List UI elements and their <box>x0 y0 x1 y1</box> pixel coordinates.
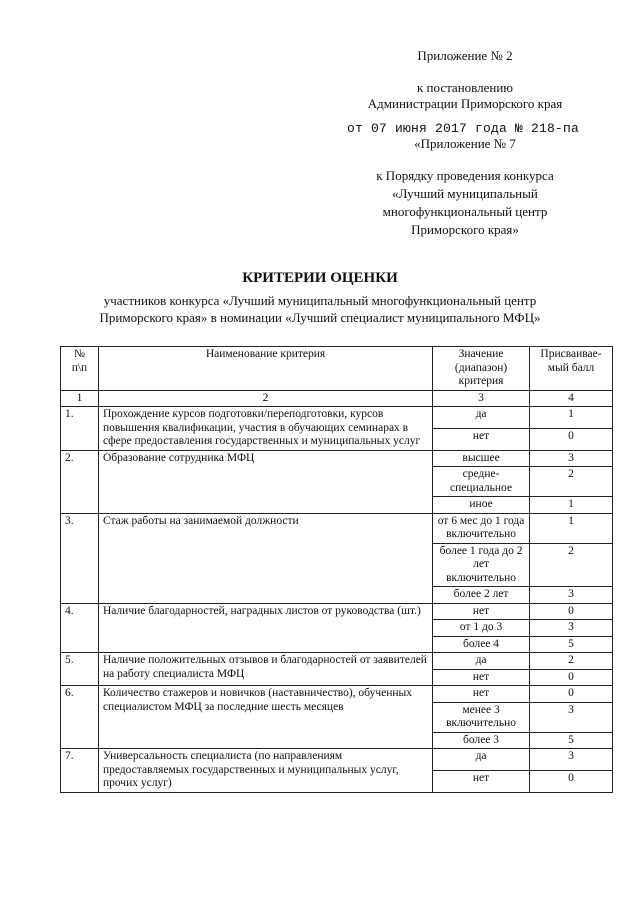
criterion-value: нет <box>433 603 530 620</box>
criterion-value: нет <box>433 686 530 703</box>
criterion-score: 0 <box>530 669 613 686</box>
appendix7-label: «Приложение № 7 <box>414 136 516 151</box>
criterion-score: 5 <box>530 732 613 749</box>
criterion-score: 1 <box>530 407 613 429</box>
header-score-line2: мый балл <box>547 361 595 374</box>
header-score-line1: Присваивае- <box>540 348 602 360</box>
criterion-name: Наличие благодарностей, наградных листов от руководства (шт.) <box>98 603 432 653</box>
header-number-line1: № <box>73 348 85 360</box>
table-row <box>61 450 613 467</box>
criterion-number: 4. <box>61 603 99 653</box>
criterion-score: 5 <box>530 636 613 653</box>
contest-name-line3: Приморского края» <box>411 222 519 237</box>
criterion-score: 3 <box>530 749 613 771</box>
criterion-value: нет <box>433 428 530 450</box>
criterion-score: 2 <box>530 653 613 670</box>
criterion-name: Стаж работы на занимаемой должности <box>98 513 432 603</box>
header-criterion-name: Наименование критерия <box>98 347 432 391</box>
criterion-value: от 6 мес до 1 года включительно <box>433 513 530 543</box>
criteria-table <box>60 346 613 793</box>
criterion-value: средне-специальное <box>433 467 530 497</box>
contest-name-line1: «Лучший муниципальный <box>392 186 538 201</box>
header-score <box>530 347 613 391</box>
table-header-row <box>61 347 613 391</box>
criterion-score: 3 <box>530 587 613 604</box>
column-number-row <box>61 390 613 407</box>
criterion-number: 7. <box>61 749 99 793</box>
to-order-label: к Порядку проведения конкурса <box>376 168 554 183</box>
page-subtitle <box>40 292 600 326</box>
criterion-value: да <box>433 407 530 429</box>
criterion-number: 5. <box>61 653 99 686</box>
criterion-name: Прохождение курсов подготовки/переподготовки, курсов повышения квалификации, участия в обучающих семинарах в сфере предоставления государственных и муниципальных услуг <box>98 407 432 451</box>
criterion-value: более 3 <box>433 732 530 749</box>
criterion-value: нет <box>433 669 530 686</box>
criterion-score: 3 <box>530 450 613 467</box>
page-title: КРИТЕРИИ ОЦЕНКИ <box>242 270 398 286</box>
subtitle-line2: Приморского края» в номинации «Лучший специалист муниципального МФЦ» <box>99 310 541 325</box>
criterion-name: Количество стажеров и новичков (наставничество), обученных специалистом МФЦ за последние шесть месяцев <box>98 686 432 749</box>
subtitle-line1: участников конкурса «Лучший муниципальный многофункциональный центр <box>103 293 537 308</box>
appendix-label: Приложение № 2 <box>417 48 513 63</box>
criterion-value: от 1 до 3 <box>433 620 530 637</box>
criterion-value: менее 3 включительно <box>433 702 530 732</box>
header-value-line2: (диапазон) <box>454 361 508 374</box>
criterion-score: 1 <box>530 513 613 543</box>
criterion-name: Универсальность специалиста (по направлениям предоставляемых государственных и муниципальных услуг, прочих услуг) <box>98 749 432 793</box>
table-row <box>61 407 613 429</box>
criterion-number: 3. <box>61 513 99 603</box>
criterion-value: да <box>433 653 530 670</box>
header-number-line2: п\п <box>71 361 88 374</box>
header-value-line3: критерия <box>458 375 504 387</box>
criteria-body <box>61 407 613 793</box>
criterion-score: 0 <box>530 770 613 792</box>
criterion-score: 3 <box>530 702 613 732</box>
column-number: 2 <box>98 390 432 407</box>
criterion-score: 2 <box>530 467 613 497</box>
criterion-value: высшее <box>433 450 530 467</box>
criterion-name: Наличие положительных отзывов и благодарностей от заявителей на работу специалиста МФЦ <box>98 653 432 686</box>
criterion-score: 1 <box>530 497 613 514</box>
resolution-date-number: от 07 июня 2017 года № 218-па <box>346 121 580 136</box>
criterion-score: 3 <box>530 620 613 637</box>
column-number: 3 <box>433 390 530 407</box>
administration-label: Администрации Приморского края <box>367 96 563 111</box>
criterion-number: 6. <box>61 686 99 749</box>
table-row <box>61 653 613 670</box>
header-number <box>61 347 99 391</box>
criterion-score: 0 <box>530 603 613 620</box>
criterion-value: более 2 лет <box>433 587 530 604</box>
criterion-value: более 4 <box>433 636 530 653</box>
criterion-name: Образование сотрудника МФЦ <box>98 450 432 513</box>
criterion-score: 0 <box>530 686 613 703</box>
column-number: 1 <box>61 390 99 407</box>
contest-name-line2: многофункциональный центр <box>382 204 548 219</box>
criterion-number: 1. <box>61 407 99 451</box>
table-row <box>61 603 613 620</box>
criterion-value: нет <box>433 770 530 792</box>
table-row <box>61 686 613 703</box>
header-value <box>433 347 530 391</box>
header-value-line1: Значение <box>458 348 504 360</box>
criterion-number: 2. <box>61 450 99 513</box>
criterion-score: 2 <box>530 543 613 587</box>
criterion-value: более 1 года до 2 лет включительно <box>433 543 530 587</box>
criterion-value: иное <box>433 497 530 514</box>
column-number: 4 <box>530 390 613 407</box>
criterion-value: да <box>433 749 530 771</box>
to-resolution-label: к постановлению <box>416 80 514 95</box>
criterion-score: 0 <box>530 428 613 450</box>
table-row <box>61 749 613 771</box>
table-row <box>61 513 613 543</box>
